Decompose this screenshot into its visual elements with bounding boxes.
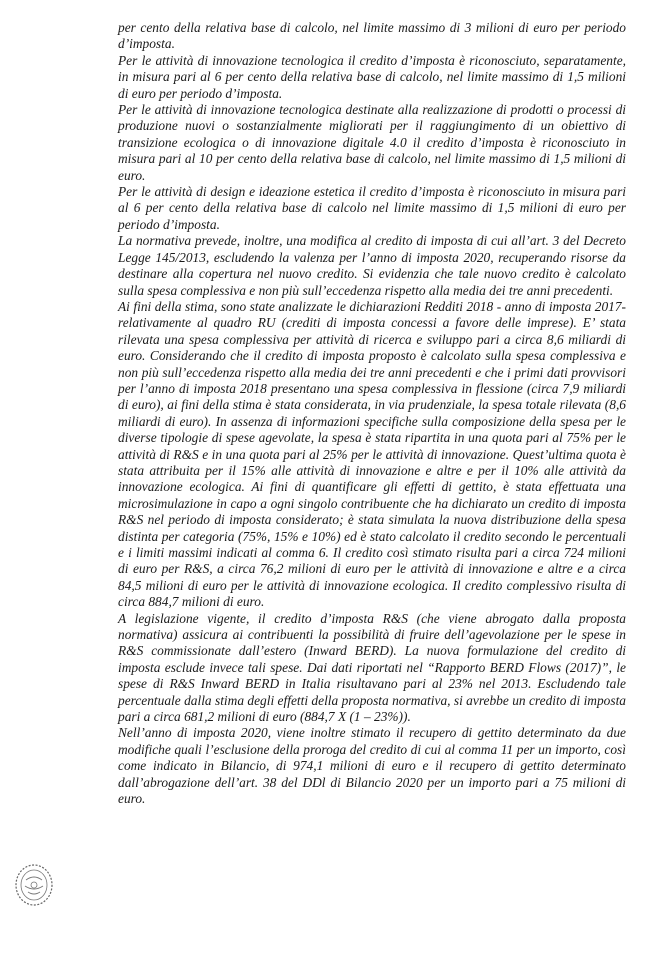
paragraph: Nell’anno di imposta 2020, viene inoltre stimato il recupero di gettito determinato da due modifiche quali l’esclusione della proroga del credito di cui al comma 11 per un importo, così come indicato in Bilancio, di 974,1 milioni di euro e il recupero di gettito determinato dall’abrogazione dell’art. 38 del DDl di Bilancio 2020 per un importo pari a 75 milioni di euro.: [118, 725, 626, 807]
official-stamp-icon: [14, 862, 54, 908]
paragraph: Per le attività di design e ideazione estetica il credito d’imposta è riconosciuto in misura pari al 6 per cento della relativa base di calcolo nel limite massimo di 1,5 milioni di euro per periodo d’imposta.: [118, 184, 626, 232]
paragraph: A legislazione vigente, il credito d’imposta R&S (che viene abrogato dalla proposta normativa) assicura ai contribuenti la possibilità di fruire dell’agevolazione per le spese in R&S commissionate dall’estero (Inward BERD). La nuova formulazione del credito di imposta esclude invece tali spese. Dai dati riportati nel “Rapporto BERD Flows (2017)”, le spese di R&S Inward BERD in Italia risultavano pari al 23% nel 2013. Escludendo tale percentuale dalla stima degli effetti della proposta normativa, si avrebbe un credito di imposta pari a circa 681,2 milioni di euro (884,7 X (1 – 23%)).: [118, 610, 626, 725]
document-body: [118, 20, 626, 808]
paragraph: La normativa prevede, inoltre, una modifica al credito di imposta di cui all’art. 3 del Decreto Legge 145/2013, escludendo la valenza per l’anno di imposta 2020, recuperando risorse da destinare alla copertura nel nuovo credito. Si evidenzia che tale nuovo credito è calcolato sulla spesa complessiva e non più sull’eccedenza rispetto alla media dei tre anni precedenti.: [118, 233, 626, 298]
paragraph: per cento della relativa base di calcolo, nel limite massimo di 3 milioni di euro per periodo d’imposta.: [118, 20, 626, 52]
paragraph: Ai fini della stima, sono state analizzate le dichiarazioni Redditi 2018 - anno di imposta 2017- relativamente al quadro RU (crediti di imposta concessi a favore delle imprese). E’ stata rilevata una spesa complessiva per attività di ricerca e sviluppo pari a circa 8,6 miliardi di euro. Considerando che il credito di imposta proposto è calcolato sulla spesa complessiva e non più sull’eccedenza rispetto alla media dei tre anni precedenti e che i primi dati provvisori per l’anno di imposta 2018 presentano una spesa complessiva in flessione (circa 7,9 miliardi di euro), ai fini della stima è stata considerata, in via prudenziale, la spesa totale rilevata (8,6 miliardi di euro). In assenza di informazioni specifiche sulla composizione della spesa per le diverse tipologie di spese agevolate, la spesa è stata ripartita in una quota pari al 75% per le attività di R&S e in una quota pari al 25% per le attività di innovazione. Quest’ultima quota è stata attribuita per il 15% alle attività di innovazione e altre e per il 10% alle attività da innovazione ecologica. Ai fini di quantificare gli effetti di gettito, è stata effettuata una microsimulazione in capo a ogni singolo contribuente che ha dichiarato un credito di imposta R&S nel periodo di imposta considerato; è stata simulata la nuova distribuzione della spesa distinta per categoria (75%, 15% e 10%) ed è stato calcolato il credito secondo le percentuali e i limiti massimi indicati al comma 6. Il credito così stimato risulta pari a circa 724 milioni di euro per R&S, a circa 76,2 milioni di euro per le attività di innovazione e altre e a circa 84,5 milioni di euro per le attività di innovazione ecologica. Il credito complessivo risulta di circa 884,7 milioni di euro.: [118, 298, 626, 610]
paragraph: Per le attività di innovazione tecnologica il credito d’imposta è riconosciuto, separatamente, in misura pari al 6 per cento della relativa base di calcolo, nel limite massimo di 1,5 milioni di euro per periodo d’imposta.: [118, 52, 626, 101]
paragraph: Per le attività di innovazione tecnologica destinate alla realizzazione di prodotti o processi di produzione nuovi o sostanzialmente migliorati per il raggiungimento di un obiettivo di transizione ecologica o di innovazione digitale 4.0 il credito d’imposta è riconosciuto in misura pari al 10 per cento della relativa base di calcolo, nel limite massimo di 1,5 milioni di euro.: [118, 102, 626, 183]
